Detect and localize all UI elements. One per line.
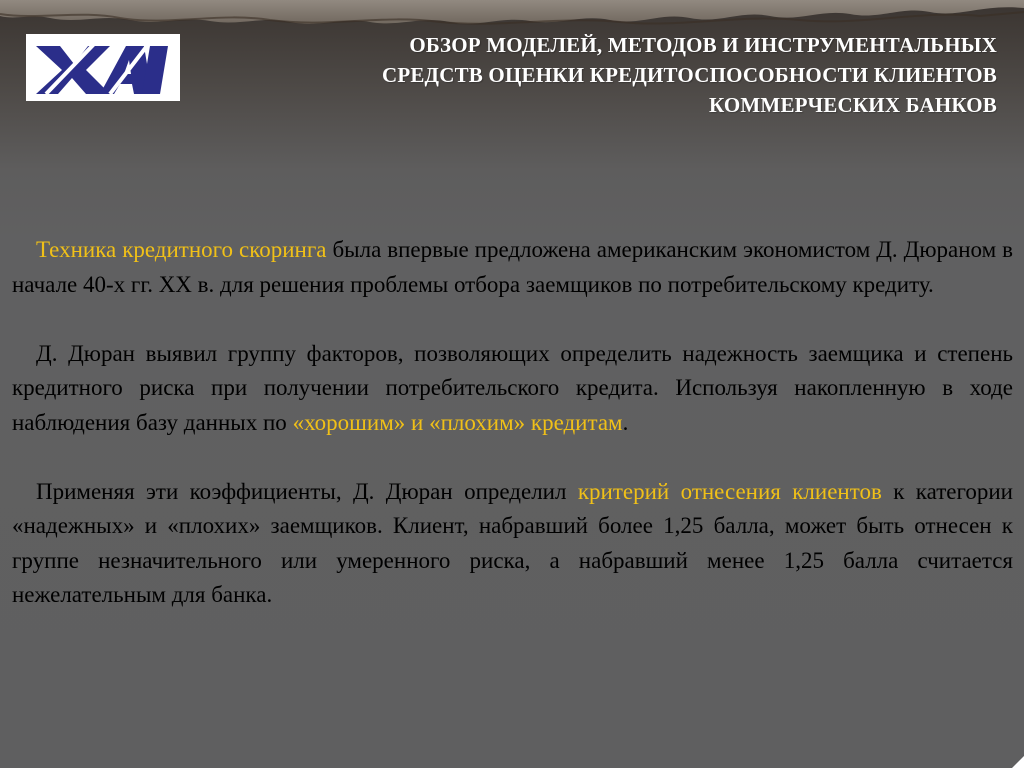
xai-logo-icon [26,34,180,101]
paragraph-1 [12,233,1013,302]
paragraph-3-tail: к категории «надежных» и «плохих» заемщиков. Клиент, набравший более 1,25 балла, может быть отнесен к группе незначительного или умеренного риска, а набравший менее 1,25 балла считается нежелательным для банка. [12,478,1013,607]
paragraph-1-text: была впервые предложена американским экономистом Д. Дюраном в начале 40-х гг. XX в. для решения проблемы отбора заемщиков по потребительскому кредиту. [12,237,1014,297]
highlight-good-bad-credits: «хорошим» и «плохим» кредитам [292,409,623,435]
paragraph-3-text: Применяя эти коэффициенты, Д. Дюран определил [36,478,578,504]
highlight-client-criterion: критерий отнесения клиентов [577,478,882,504]
page-corner-decoration [1012,756,1024,768]
slide-title [237,30,997,120]
paragraph-2-text: Д. Дюран выявил группу факторов, позволяющих определить надежность заемщика и степень кредитного риска при получении потребительского кредита. Используя накопленную в ходе наблюдения базу данных по [12,340,1013,435]
paragraph-2 [12,337,1013,441]
highlight-credit-scoring: Техника кредитного скоринга [36,237,327,262]
slide-body [12,233,1013,647]
title-line-3: КОММЕРЧЕСКИХ БАНКОВ [708,93,997,117]
title-line-2: СРЕДСТВ ОЦЕНКИ КРЕДИТОСПОСОБНОСТИ КЛИЕНТОВ [381,63,997,87]
title-line-1: ОБЗОР МОДЕЛЕЙ, МЕТОДОВ И ИНСТРУМЕНТАЛЬНЫХ [409,33,997,57]
logo [26,34,180,101]
decorative-top-strip [0,0,1024,32]
paragraph-3 [12,475,1013,613]
paragraph-2-tail: . [622,409,629,435]
